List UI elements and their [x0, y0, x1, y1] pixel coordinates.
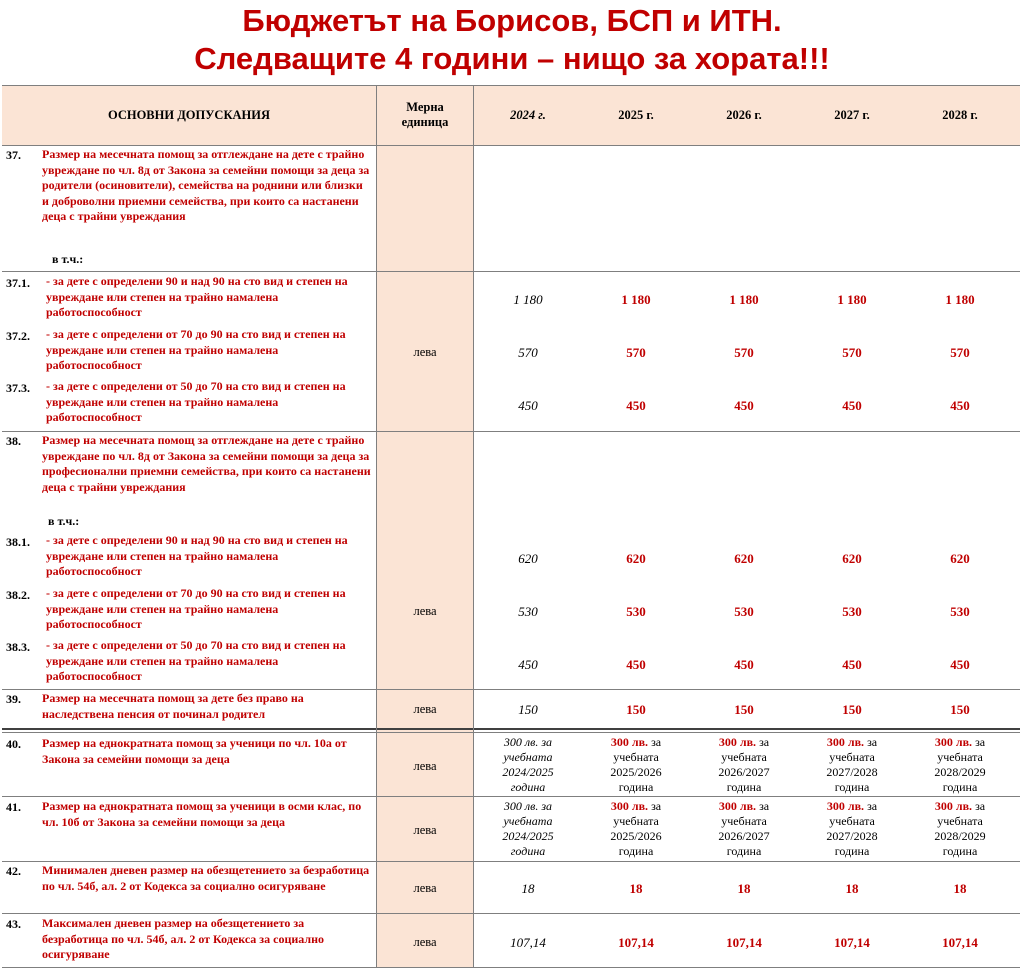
value-2026: 450: [734, 657, 754, 672]
value-2028: 18: [953, 881, 967, 896]
headline-line-1: Бюджетът на Борисов, БСП и ИТН.: [242, 3, 782, 38]
school-year-suffix: година: [618, 844, 654, 858]
amount: 300 лв.: [718, 799, 757, 813]
amount: 300 лв.: [503, 799, 539, 813]
unit-cell: лева: [413, 823, 437, 837]
value-2027: 1 180: [837, 292, 867, 307]
row-divider: [2, 728, 1020, 730]
school-year: 2028/2029: [934, 829, 986, 843]
school-aid-2025: [582, 735, 690, 795]
amount: 300 лв.: [826, 799, 865, 813]
school-aid-2028: [906, 735, 1014, 795]
school-year: 2025/2026: [610, 829, 662, 843]
school-aid-2027: [798, 799, 906, 859]
value-2028: 570: [950, 345, 970, 360]
school-year-label: учебната: [937, 814, 983, 828]
value-2027: 570: [842, 345, 862, 360]
header-year-2025: 2025 г.: [618, 108, 654, 122]
school-year-suffix: година: [834, 844, 870, 858]
table-top-border: [2, 85, 1020, 86]
value-2026: 107,14: [726, 935, 762, 950]
row-description: Минимален дневен размер на обезщетението за безработица по чл. 54б, ал. 2 от Кодекса за социално осигуряване: [42, 863, 370, 893]
school-year-label: учебната: [613, 814, 659, 828]
row-description: Размер на еднократната помощ за ученици по чл. 10а от Закона за семейни помощи за деца: [42, 736, 347, 766]
value-2024: 620: [518, 551, 538, 566]
headline-line-2: Следващите 4 години – нищо за хората!!!: [194, 41, 830, 76]
amount: 300 лв.: [503, 735, 539, 749]
value-2025: 18: [629, 881, 643, 896]
row-incl: в т.ч.:: [52, 252, 84, 266]
value-2024: 1 180: [513, 292, 543, 307]
amount-suffix: за: [541, 735, 553, 749]
value-2027: 150: [842, 702, 862, 717]
unit-cell: лева: [413, 604, 437, 618]
value-2024: 18: [521, 881, 535, 896]
header-bottom-border: [2, 145, 1020, 146]
school-aid-2028: [906, 799, 1014, 859]
row-number: 42.: [6, 864, 21, 878]
school-year-suffix: година: [510, 844, 546, 858]
school-year-suffix: година: [618, 780, 654, 794]
value-2026: 18: [737, 881, 751, 896]
school-year-label: учебната: [829, 814, 875, 828]
value-2025: 530: [626, 604, 646, 619]
row-divider: [2, 796, 1020, 797]
unit-cell: лева: [413, 881, 437, 895]
school-year: 2028/2029: [934, 765, 986, 779]
value-2028: 1 180: [945, 292, 975, 307]
school-aid-2026: [690, 799, 798, 859]
school-year: 2025/2026: [610, 765, 662, 779]
value-2026: 1 180: [729, 292, 759, 307]
header-year-2028: 2028 г.: [942, 108, 978, 122]
value-2026: 570: [734, 345, 754, 360]
value-2028: 620: [950, 551, 970, 566]
school-aid-2024: [474, 799, 582, 859]
amount-suffix: за: [975, 735, 986, 749]
value-2024: 450: [518, 657, 538, 672]
school-aid-2024: [474, 735, 582, 795]
row-number: 37.: [6, 148, 21, 162]
value-2025: 1 180: [621, 292, 651, 307]
school-year-label: учебната: [721, 814, 767, 828]
header-year-2027: 2027 г.: [834, 108, 870, 122]
value-2026: 150: [734, 702, 754, 717]
header-year-2024: 2024 г.: [510, 108, 546, 122]
row-incl: в т.ч.:: [48, 514, 80, 528]
amount-suffix: за: [867, 735, 878, 749]
school-year-label: учебната: [721, 750, 767, 764]
school-year-suffix: година: [726, 780, 762, 794]
school-aid-2025: [582, 799, 690, 859]
amount: 300 лв.: [826, 735, 865, 749]
value-2024: 450: [518, 398, 538, 413]
school-year: 2026/2027: [718, 765, 770, 779]
row-number: 38.: [6, 434, 21, 448]
row-number: 38.1.: [6, 535, 30, 549]
school-year-suffix: година: [726, 844, 762, 858]
row-number: 37.3.: [6, 381, 30, 395]
value-2028: 450: [950, 657, 970, 672]
value-2028: 530: [950, 604, 970, 619]
row-number: 38.3.: [6, 640, 30, 654]
value-2024: 150: [518, 702, 538, 717]
row-number: 41.: [6, 800, 21, 814]
value-2025: 450: [626, 398, 646, 413]
row-description: - за дете с определени от 50 до 70 на сто вид и степен на увреждане или степен на трайно намалена работоспособност: [46, 379, 346, 424]
school-year: 2024/2025: [502, 765, 554, 779]
school-year-label: учебната: [503, 750, 553, 764]
row-description: - за дете с определени от 70 до 90 на сто вид и степен на увреждане или степен на трайно намалена работоспособност: [46, 327, 346, 372]
value-2025: 570: [626, 345, 646, 360]
value-2026: 530: [734, 604, 754, 619]
header-unit: [377, 100, 473, 130]
value-2027: 620: [842, 551, 862, 566]
header-unit-line1: Мерна: [406, 100, 444, 114]
amount-suffix: за: [651, 799, 662, 813]
value-2024: 530: [518, 604, 538, 619]
row-number: 37.2.: [6, 329, 30, 343]
amount: 300 лв.: [610, 735, 649, 749]
school-year-suffix: година: [510, 780, 546, 794]
school-year: 2026/2027: [718, 829, 770, 843]
value-2025: 450: [626, 657, 646, 672]
value-2027: 18: [845, 881, 859, 896]
row-description: Максимален дневен размер на обезщетението за безработица по чл. 54б, ал. 2 от Кодекса за социално осигуряване: [42, 916, 325, 961]
row-number: 37.1.: [6, 276, 30, 290]
school-aid-2026: [690, 735, 798, 795]
row-divider: [2, 431, 1020, 432]
school-year-suffix: година: [942, 780, 978, 794]
amount: 300 лв.: [934, 799, 973, 813]
value-2025: 150: [626, 702, 646, 717]
row-divider: [2, 861, 1020, 862]
unit-cell: лева: [413, 702, 437, 716]
value-2028: 107,14: [942, 935, 978, 950]
header-unit-line2: единица: [401, 115, 449, 129]
amount: 300 лв.: [610, 799, 649, 813]
row-description: - за дете с определени от 70 до 90 на сто вид и степен на увреждане или степен на трайно намалена работоспособност: [46, 586, 346, 631]
row-divider: [2, 732, 1020, 733]
school-year: 2027/2028: [826, 765, 878, 779]
header-year-2026: 2026 г.: [726, 108, 762, 122]
row-divider: [2, 913, 1020, 914]
unit-cell: лева: [413, 345, 437, 359]
value-2026: 620: [734, 551, 754, 566]
value-2027: 107,14: [834, 935, 870, 950]
row-number: 39.: [6, 692, 21, 706]
value-2028: 150: [950, 702, 970, 717]
school-year-suffix: година: [834, 780, 870, 794]
school-year: 2024/2025: [502, 829, 554, 843]
row-description: Размер на месечната помощ за отглеждане на дете с трайно увреждане по чл. 8д от Закона за семейни помощи за деца за родители (осиновители), семейства на роднини или близки и доброволни приемни семейства, при които са настанени деца с трайни увреждания: [42, 147, 370, 223]
amount-suffix: за: [541, 799, 553, 813]
school-year-label: учебната: [613, 750, 659, 764]
row-description: Размер на месечната помощ за дете без право на наследствена пенсия от починал родител: [42, 691, 304, 721]
table-bottom-border: [2, 967, 1020, 968]
school-year-label: учебната: [829, 750, 875, 764]
value-2024: 107,14: [510, 935, 546, 950]
amount-suffix: за: [651, 735, 662, 749]
value-2027: 450: [842, 398, 862, 413]
school-year: 2027/2028: [826, 829, 878, 843]
school-year-suffix: година: [942, 844, 978, 858]
row-divider: [2, 689, 1020, 690]
unit-column-background: [377, 146, 473, 968]
row-description: Размер на еднократната помощ за ученици в осми клас, по чл. 10б от Закона за семейни помощи за деца: [42, 799, 362, 829]
value-2028: 450: [950, 398, 970, 413]
school-year-label: учебната: [937, 750, 983, 764]
row-description: - за дете с определени 90 и над 90 на сто вид и степен на увреждане или степен на трайно намалена работоспособност: [46, 533, 348, 578]
value-2025: 107,14: [618, 935, 654, 950]
value-2026: 450: [734, 398, 754, 413]
amount-suffix: за: [759, 799, 770, 813]
row-number: 40.: [6, 737, 21, 751]
unit-cell: лева: [413, 935, 437, 949]
amount-suffix: за: [975, 799, 986, 813]
row-description: - за дете с определени 90 и над 90 на сто вид и степен на увреждане или степен на трайно намалена работоспособност: [46, 274, 348, 319]
value-2027: 530: [842, 604, 862, 619]
unit-cell: лева: [413, 759, 437, 773]
amount-suffix: за: [759, 735, 770, 749]
value-2025: 620: [626, 551, 646, 566]
row-number: 38.2.: [6, 588, 30, 602]
row-description: Размер на месечната помощ за отглеждане на дете с трайно увреждане по чл. 8д от Закона за семейни помощи за деца за професионални приемни семейства, при които са настанени деца с трайни увреждания: [42, 433, 371, 494]
row-description: - за дете с определени от 50 до 70 на сто вид и степен на увреждане или степен на трайно намалена работоспособност: [46, 638, 346, 683]
value-2027: 450: [842, 657, 862, 672]
amount-suffix: за: [867, 799, 878, 813]
row-number: 43.: [6, 917, 21, 931]
amount: 300 лв.: [934, 735, 973, 749]
school-aid-2027: [798, 735, 906, 795]
amount: 300 лв.: [718, 735, 757, 749]
value-2024: 570: [518, 345, 538, 360]
school-year-label: учебната: [503, 814, 553, 828]
header-assumptions: ОСНОВНИ ДОПУСКАНИЯ: [107, 108, 271, 122]
row-divider: [2, 271, 1020, 272]
